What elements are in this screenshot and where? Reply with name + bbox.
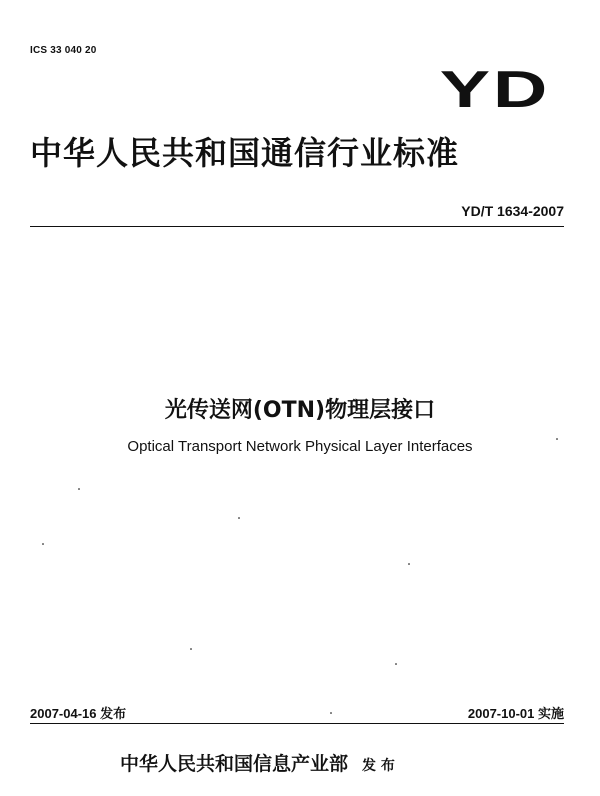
top-divider: [30, 226, 564, 227]
scan-speck: [238, 517, 240, 519]
scan-speck: [78, 488, 80, 490]
scan-speck: [556, 438, 558, 440]
issuer-line: [120, 749, 395, 776]
ics-code: ICS 33 040 20: [30, 45, 97, 56]
yd-logo: YD: [439, 61, 550, 119]
issuer-suffix: 发 布: [362, 758, 395, 774]
standard-number: YD/T 1634-2007: [461, 203, 564, 219]
scan-speck: [190, 648, 192, 650]
issuer-name: 中华人民共和国信息产业部: [120, 753, 349, 775]
implementation-date: 2007-10-01 实施: [467, 706, 564, 721]
scan-speck: [395, 663, 397, 665]
scan-speck: [408, 563, 410, 565]
bottom-divider: [30, 723, 564, 724]
document-title-chinese: 光传送网(OTN)物理层接口: [164, 398, 436, 423]
scan-speck: [42, 543, 44, 545]
org-title: 中华人民共和国通信行业标准: [30, 134, 460, 172]
document-title-english: Optical Transport Network Physical Layer Interfaces: [127, 438, 473, 455]
issue-date: 2007-04-16 发布: [30, 706, 127, 721]
scan-speck: [330, 712, 332, 714]
